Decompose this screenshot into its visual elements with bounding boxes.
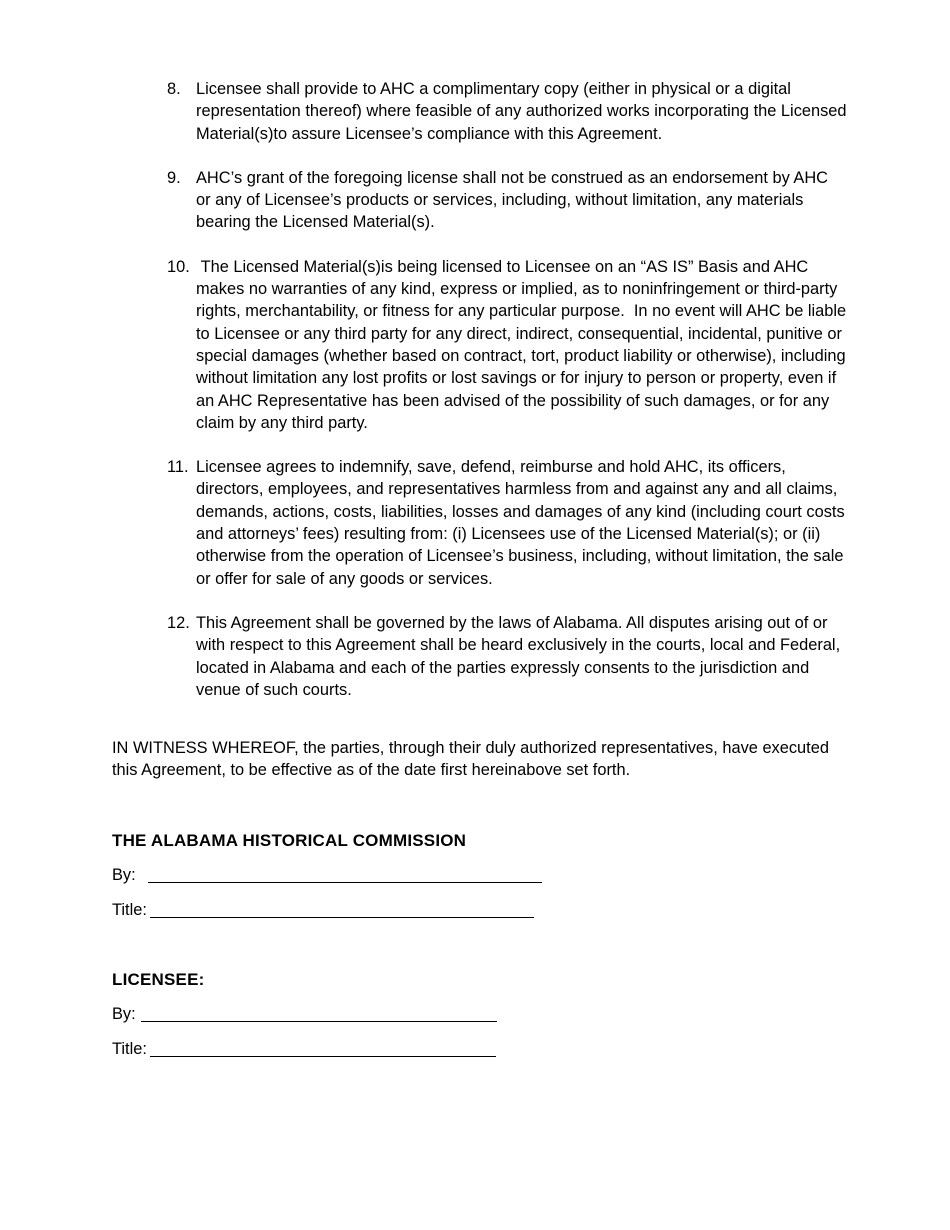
clause-text: This Agreement shall be governed by the laws of Alabama. All disputes arising out of or with respect to this Agreement shall be heard exclusively in the courts, local and Federal, located in Alabama and each of the parties expressly consents to the jurisdiction and venue of such courts. [196,613,841,699]
by-label: By: [112,866,136,884]
title-label: Title: [112,1040,147,1058]
licensee-heading: LICENSEE: [112,970,205,989]
title-label: Title: [112,901,147,919]
commission-title-field[interactable] [150,901,534,918]
clause-number: 10. [167,257,190,276]
clause-8 [167,78,847,145]
licensee-title-field[interactable] [150,1040,496,1057]
commission-heading: THE ALABAMA HISTORICAL COMMISSION [112,831,467,850]
licensee-by-line [112,1003,497,1025]
clause-number: 8. [167,80,181,98]
clause-text: AHC’s grant of the foregoing license shall not be construed as an endorsement by AHC or any of Licensee’s products or services, including, without limitation, any materials bearing the Licensed Material(s). [196,168,829,232]
licensee-title-line [112,1038,496,1060]
by-label: By: [112,1005,136,1023]
clause-12 [167,612,847,701]
commission-by-line [112,864,542,886]
clause-list [167,78,851,723]
clause-number: 12. [167,613,190,632]
witness-paragraph: IN WITNESS WHEREOF, the parties, through their duly authorized representatives, have executed this Agreement, to be effective as of the date first hereinabove set forth. [112,739,829,780]
clause-9 [167,167,847,234]
licensee-by-signature-field[interactable] [141,1005,497,1022]
clause-number: 9. [167,168,181,187]
clause-11 [167,456,847,590]
clause-text: Licensee shall provide to AHC a complimentary copy (either in physical or a digital representation thereof) where feasible of any authorized works incorporating the Licensed Material(s)to assure Licensee’s compliance with this Agreement. [196,80,847,143]
commission-by-signature-field[interactable] [148,866,542,883]
clause-number: 11. [167,458,189,477]
clause-text: The Licensed Material(s)is being licensed to Licensee on an “AS IS” Basis and AHC makes no warranties of any kind, express or implied, as to noninfringement or third-party rights, merchantability, or fitness for any particular purpose. In no event will AHC be liable to Licensee or any third party for any direct, indirect, consequential, incidental, punitive or special damages (whether based on contract, tort, product liability or otherwise), including without limitation any lost profits or lost savings or for injury to person or property, even if an AHC Representative has been advised of the possibility of such damages, or for any claim by any third party. [196,257,851,432]
clause-10 [167,256,851,434]
clause-text: Licensee agrees to indemnify, save, defend, reimburse and hold AHC, its officers, directors, employees, and representatives harmless from and against any and all claims, demands, actions, costs, liabilities, losses and damages of any kind (including court costs and attorneys’ fees) resulting from: (i) Licensees use of the Licensed Material(s); or (ii) otherwise from the operation of Licensee’s business, including, without limitation, the sale or offer for sale of any goods or services. [196,458,845,588]
commission-title-line [112,899,534,921]
